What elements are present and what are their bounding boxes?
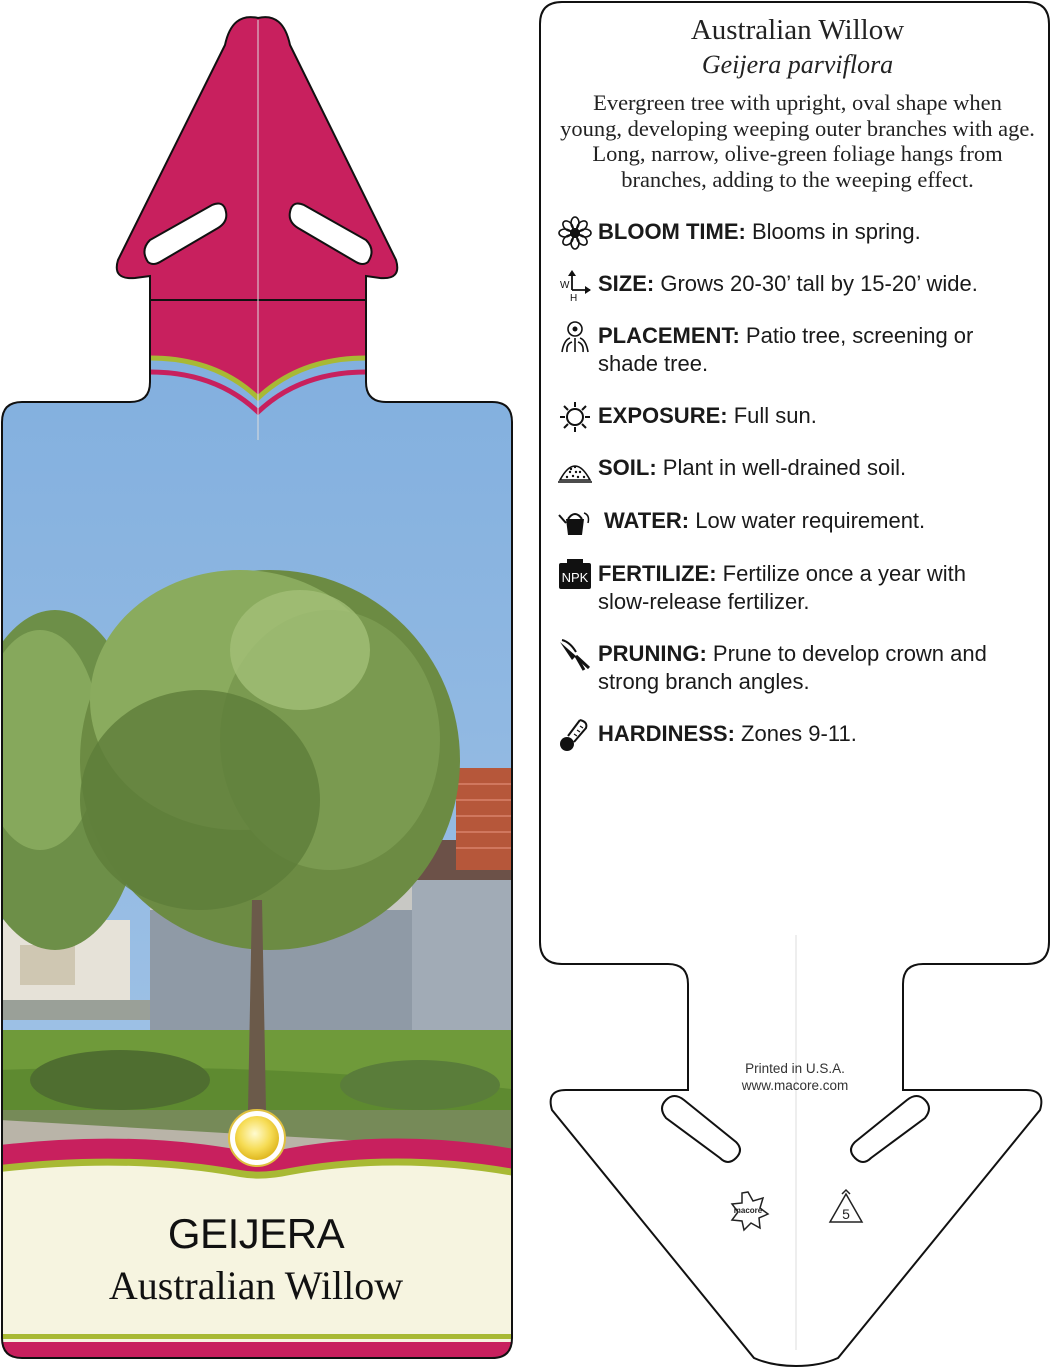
- exposure-label: EXPOSURE:: [598, 403, 728, 428]
- size-arrows-icon: [558, 268, 592, 302]
- svg-text:macore: macore: [733, 1206, 763, 1215]
- fertilize-line1: Fertilize once a year with: [722, 561, 966, 586]
- soil-text: Plant in well-drained soil.: [662, 455, 907, 480]
- placement-label: PLACEMENT:: [598, 323, 740, 348]
- sun-icon: [558, 400, 592, 434]
- pruning-label: PRUNING:: [598, 641, 707, 666]
- flower-icon: [558, 216, 592, 250]
- bloom-label: BLOOM TIME:: [598, 219, 746, 244]
- scientific-name: Geijera parviflora: [701, 50, 894, 79]
- placement-line1: Patio tree, screening or: [745, 323, 974, 348]
- plant-description: Evergreen tree with upright, oval shape when young, developing weeping outer branches with age. Long, narrow, olive-green foliage hangs from branches, adding to the weeping effect.: [560, 90, 1035, 192]
- hardiness-text: Zones 9-11.: [741, 721, 857, 746]
- size-text: Grows 20-30’ tall by 15-20’ wide.: [660, 271, 978, 296]
- thermometer-icon: [558, 718, 592, 752]
- soil-icon: [558, 452, 592, 486]
- svg-text:H: H: [570, 293, 578, 302]
- npk-icon: [558, 558, 592, 592]
- svg-text:5: 5: [842, 1206, 850, 1222]
- printed-info: [690, 1060, 900, 1094]
- front-common-name: Australian Willow: [108, 1263, 404, 1308]
- pruning-line1: Prune to develop crown and: [712, 641, 987, 666]
- svg-text:NPK: NPK: [561, 570, 589, 585]
- exposure-text: Full sun.: [733, 403, 817, 428]
- soil-label: SOIL:: [598, 455, 657, 480]
- water-text: Low water requirement.: [695, 508, 926, 533]
- fertilize-line2: slow-release fertilizer.: [598, 589, 810, 614]
- placement-icon: [558, 320, 592, 354]
- hardiness-label: HARDINESS:: [598, 721, 735, 746]
- website: www.macore.com: [741, 1078, 849, 1093]
- fertilize-label: FERTILIZE:: [598, 561, 717, 586]
- pruning-line2: strong branch angles.: [598, 669, 810, 694]
- svg-text:W: W: [560, 280, 570, 291]
- placement-line2: shade tree.: [598, 351, 709, 376]
- pruners-icon: [558, 638, 592, 672]
- front-tag: [0, 0, 520, 1369]
- bloom-text: Blooms in spring.: [752, 219, 921, 244]
- back-title: Australian Willow: [690, 14, 905, 46]
- size-label: SIZE:: [598, 271, 655, 296]
- full-sun-badge: [229, 1110, 285, 1166]
- water-label: WATER:: [604, 508, 690, 533]
- watering-can-icon: [558, 505, 592, 539]
- front-genus: GEIJERA: [167, 1210, 345, 1257]
- printed-in: Printed in U.S.A.: [745, 1061, 845, 1076]
